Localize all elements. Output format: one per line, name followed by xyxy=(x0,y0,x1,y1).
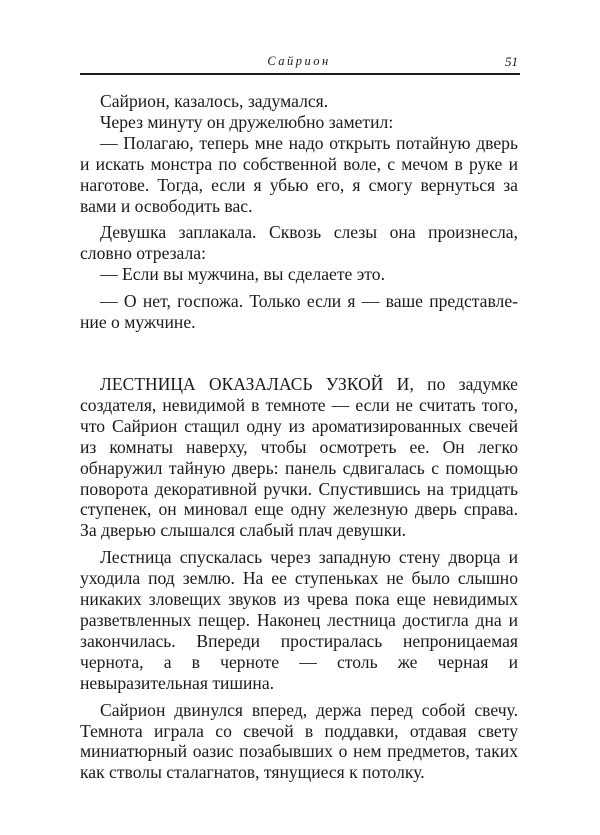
running-head xyxy=(80,54,518,74)
dialogue-section xyxy=(80,91,518,333)
staircase-section xyxy=(80,374,518,783)
paragraph: Сайрион, казалось, задумался. xyxy=(100,91,329,111)
paragraph: — Полагаю, теперь мне надо открыть потайную дверь и искать монстра по собственной воле, с мечом в руке и наготове. Тогда, если я убью его, я смогу вернуться за вами и освободить вас. xyxy=(80,132,518,216)
running-title: Сайрион xyxy=(267,54,331,68)
header-rule xyxy=(80,73,520,75)
paragraph: — Если вы мужчина, вы сделаете это. xyxy=(100,264,385,285)
page-number: 51 xyxy=(505,54,518,69)
paragraph: Через минуту он дружелюбно заметил: xyxy=(100,111,394,132)
paragraph: Сайрион двинулся вперед, держа перед собой свечу. Темнота играла со свечой в поддавки, отдавая свету миниатюрный оазис позабывших о нем предметов, таких как стволы сталагнатов, тянущиеся к потолку. xyxy=(80,699,518,783)
lead-text: по задумке создателя, невидимой в темноте — если не считать того, что Сайрион стащил одну из ароматизированных свечей из комнаты наверху, чтобы осмотреть ее. Он легко обнаружил тайную дверь: панель сдвигалась с помощью поворота декоративной ручки. Спустившись на тридцать ступенек, он миновал еще одну железную дверь справа. За дверью слышался слабый плач девушки. xyxy=(80,374,518,541)
lead-capitals: ЛЕСТНИЦА ОКАЗАЛАСЬ УЗКОЙ И, xyxy=(100,374,414,394)
paragraph: Лестница спускалась через западную стену дворца и уходила под землю. На ее ступеньках не было слышно никаких зловещих звуков из чрева пока еще невидимых разветвленных пещер. Наконец лестница достигла дна и закончилась. Впереди простиралась непроницаемая чернота, а в черноте — столь же черная и невыразительная тишина. xyxy=(80,547,518,693)
section-lead-paragraph xyxy=(80,374,518,541)
paragraph: — О нет, госпожа. Только если я — ваше представле-ние о мужчине. xyxy=(80,291,518,333)
paragraph: Девушка заплакала. Сквозь слезы она произнесла, словно отрезала: xyxy=(80,222,518,264)
